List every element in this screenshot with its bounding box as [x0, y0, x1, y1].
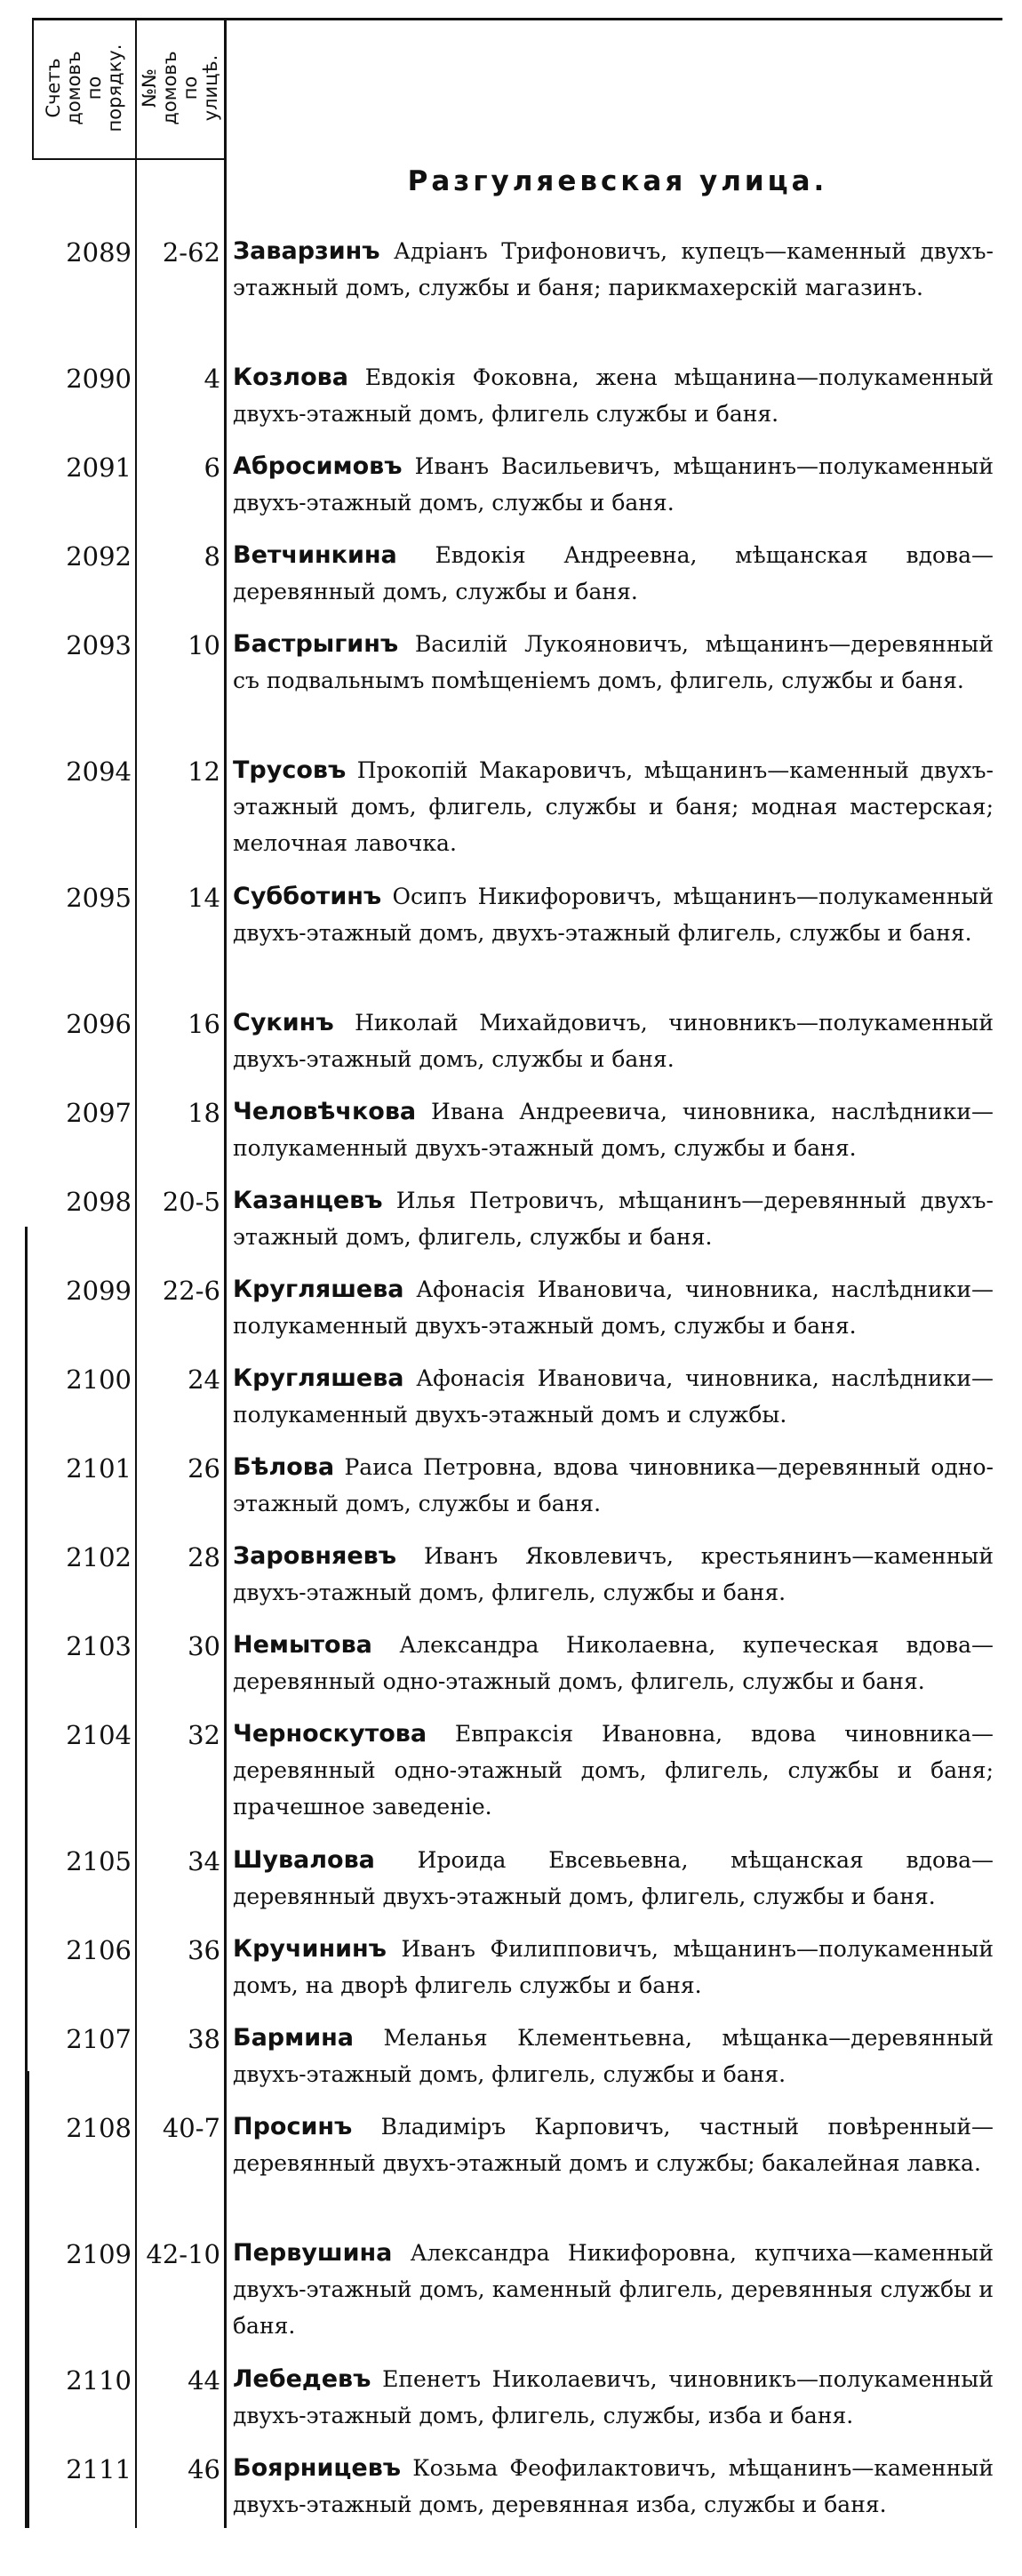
entry-count-number: 2105: [66, 1846, 132, 1876]
list-item: [0, 1538, 1022, 1627]
entry-count-number: 2101: [66, 1453, 132, 1484]
entry-description: [233, 1004, 994, 1077]
entry-owner-surname: Заварзинъ: [233, 237, 380, 265]
entry-owner-surname: Просинъ: [233, 2113, 353, 2140]
entry-details: Илья Петровичъ, мѣщанинъ—деревянный двухъ-этажный домъ, флигель, службы и баня.: [233, 1188, 994, 1250]
entry-house-number: 34: [188, 1846, 220, 1876]
header-underline: [32, 158, 226, 160]
entry-owner-surname: Бѣлова: [233, 1453, 335, 1481]
entry-house-number: 32: [188, 1720, 220, 1750]
entry-count-number: 2111: [66, 2454, 132, 2484]
entry-count-number: 2108: [66, 2113, 132, 2143]
entry-description: [233, 1842, 994, 1915]
list-item: [0, 359, 1022, 448]
entry-house-number: 38: [188, 2024, 220, 2054]
entry-count-number: 2102: [66, 1542, 132, 1572]
entry-count-number: 2103: [66, 1631, 132, 1661]
entry-description: [233, 2450, 994, 2523]
entry-count-number: 2090: [66, 364, 132, 394]
list-item: [0, 448, 1022, 537]
entry-count-number: 2094: [66, 756, 132, 787]
entry-description: [233, 1182, 994, 1255]
entry-house-number: 24: [188, 1364, 220, 1395]
header-house-label: №№ домовъ по улицѣ.: [139, 51, 221, 125]
list-item: [0, 233, 1022, 359]
header-house-cell: [137, 21, 224, 155]
entry-count-number: 2093: [66, 630, 132, 660]
entry-description: [233, 1449, 994, 1522]
entry-house-number: 44: [188, 2365, 220, 2396]
entry-details: Ивана Андреевича, чиновника, наслѣдники—полукаменный двухъ-этажный домъ, службы и баня.: [233, 1099, 994, 1161]
entry-description: [233, 626, 994, 699]
entry-description: [233, 1716, 994, 1825]
list-item: [0, 626, 1022, 752]
entry-owner-surname: Кругляшева: [233, 1276, 404, 1303]
entry-house-number: 42-10: [146, 2239, 220, 2269]
entry-details: Владиміръ Карповичъ, частный повѣренный—деревянный двухъ-этажный домъ и службы; бакалейная лавка.: [233, 2114, 994, 2176]
entry-count-number: 2110: [66, 2365, 132, 2396]
entry-details: Афонасія Ивановича, чиновника, наслѣдники—полукаменный двухъ-этажный домъ и службы.: [233, 1365, 994, 1428]
list-item: [0, 752, 1022, 878]
entry-description: [233, 2108, 994, 2181]
entry-house-number: 28: [188, 1542, 220, 1572]
entry-details: Раиса Петровна, вдова чиновника—деревянный одно-этажный домъ, службы и баня.: [233, 1454, 994, 1516]
entry-description: [233, 537, 994, 610]
entry-details: Козьма Феофилактовичъ, мѣщанинъ—каменный двухъ-этажный домъ, деревянная изба, службы и баня.: [233, 2455, 994, 2517]
list-item: [0, 1842, 1022, 1931]
entry-description: [233, 752, 994, 861]
entry-house-number: 12: [188, 756, 220, 787]
entry-details: Евдокія Андреевна, мѣщанская вдова—деревянный домъ, службы и баня.: [233, 542, 994, 604]
entry-description: [233, 1538, 994, 1611]
entry-house-number: 46: [188, 2454, 220, 2484]
entry-description: [233, 1093, 994, 1166]
entry-details: Иванъ Яковлевичъ, крестьянинъ—каменный двухъ-этажный домъ, флигель, службы и баня.: [233, 1543, 994, 1605]
list-item: [0, 1716, 1022, 1842]
entry-house-number: 22-6: [162, 1276, 220, 1306]
entry-details: Василій Лукояновичъ, мѣщанинъ—деревянный съ подвальнымъ помѣщеніемъ домъ, флигель, службы и баня.: [233, 631, 994, 693]
entry-description: [233, 2361, 994, 2434]
entry-owner-surname: Бармина: [233, 2024, 354, 2052]
entry-details: Ироида Евсевьевна, мѣщанская вдова—деревянный двухъ-этажный домъ, флигель, службы и баня.: [233, 1847, 994, 1909]
entry-count-number: 2098: [66, 1187, 132, 1217]
entry-count-number: 2091: [66, 452, 132, 483]
list-item: [0, 1931, 1022, 2020]
list-item: [0, 1449, 1022, 1538]
entry-house-number: 40-7: [162, 2113, 220, 2143]
entry-house-number: 30: [188, 1631, 220, 1661]
entry-details: Адріанъ Трифоновичъ, купецъ—каменный двухъ-этажный домъ, службы и баня; парикмахерскій магазинъ.: [233, 238, 994, 300]
list-item: [0, 2235, 1022, 2361]
list-item: [0, 1360, 1022, 1449]
entry-count-number: 2100: [66, 1364, 132, 1395]
entry-owner-surname: Черноскутова: [233, 1720, 427, 1748]
entry-details: Меланья Клементьевна, мѣщанка—деревянный двухъ-этажный домъ, флигель, службы и баня.: [233, 2025, 994, 2087]
entry-count-number: 2107: [66, 2024, 132, 2054]
entry-owner-surname: Человѣчкова: [233, 1098, 417, 1125]
entry-owner-surname: Кручининъ: [233, 1935, 387, 1963]
entry-owner-surname: Абросимовъ: [233, 452, 403, 480]
entry-house-number: 2-62: [162, 237, 220, 268]
top-rule: [34, 18, 1002, 20]
entry-details: Евпраксія Ивановна, вдова чиновника—деревянный одно-этажный домъ, флигель, службы и баня; прачешное заведеніе.: [233, 1721, 994, 1820]
list-item: [0, 1627, 1022, 1716]
list-item: [0, 1004, 1022, 1093]
list-item: [0, 878, 1022, 1004]
header-count-label: Счетъ домовъ по порядку.: [43, 44, 125, 132]
entry-owner-surname: Казанцевъ: [233, 1187, 383, 1214]
entry-description: [233, 448, 994, 521]
entry-owner-surname: Трусовъ: [233, 756, 347, 784]
entry-details: Епенетъ Николаевичъ, чиновникъ—полукаменный двухъ-этажный домъ, флигель, службы, изба и баня.: [233, 2366, 994, 2428]
entry-house-number: 18: [188, 1098, 220, 1128]
list-item: [0, 2108, 1022, 2235]
entry-description: [233, 359, 994, 432]
entry-house-number: 20-5: [162, 1187, 220, 1217]
entry-owner-surname: Ветчинкина: [233, 541, 397, 569]
entry-details: Афонасія Ивановича, чиновника, наслѣдники—полукаменный двухъ-этажный домъ, службы и баня.: [233, 1276, 994, 1339]
entry-count-number: 2097: [66, 1098, 132, 1128]
list-item: [0, 1093, 1022, 1182]
entry-owner-surname: Шувалова: [233, 1846, 375, 1874]
entry-description: [233, 1931, 994, 2004]
entry-owner-surname: Первушина: [233, 2239, 393, 2267]
entries-list: [0, 233, 1022, 2576]
entry-owner-surname: Сукинъ: [233, 1009, 334, 1036]
entry-owner-surname: Немытова: [233, 1631, 372, 1659]
entry-house-number: 36: [188, 1935, 220, 1965]
entry-description: [233, 1360, 994, 1433]
entry-count-number: 2109: [66, 2239, 132, 2269]
entry-count-number: 2104: [66, 1720, 132, 1750]
entry-owner-surname: Козлова: [233, 364, 348, 391]
entry-owner-surname: Субботинъ: [233, 883, 382, 910]
list-item: [0, 1182, 1022, 1271]
entry-count-number: 2089: [66, 237, 132, 268]
entry-description: [233, 233, 994, 306]
entry-count-number: 2099: [66, 1276, 132, 1306]
entry-house-number: 4: [204, 364, 220, 394]
entry-details: Евдокія Фоковна, жена мѣщанина—полукаменный двухъ-этажный домъ, флигель службы и баня.: [233, 364, 994, 427]
entry-description: [233, 1271, 994, 1344]
entry-details: Прокопій Макаровичъ, мѣщанинъ—каменный двухъ-этажный домъ, флигель, службы и баня; модная мастерская; мелочная лавочка.: [233, 757, 994, 856]
entry-owner-surname: Лебедевъ: [233, 2365, 371, 2393]
entry-count-number: 2106: [66, 1935, 132, 1965]
entry-house-number: 10: [188, 630, 220, 660]
header-count-cell: [34, 21, 135, 155]
entry-house-number: 16: [188, 1009, 220, 1039]
street-heading: Разгуляевская улица.: [407, 165, 828, 197]
list-item: [0, 2361, 1022, 2450]
entry-description: [233, 878, 994, 951]
entry-owner-surname: Боярницевъ: [233, 2454, 402, 2482]
entry-description: [233, 2020, 994, 2092]
entry-description: [233, 1627, 994, 1700]
list-item: [0, 537, 1022, 626]
entry-house-number: 14: [188, 883, 220, 913]
entry-details: Александра Николаевна, купеческая вдова—деревянный одно-этажный домъ, флигель, службы и баня.: [233, 1632, 994, 1694]
entry-details: Александра Никифоровна, купчиха—каменный двухъ-этажный домъ, каменный флигель, деревянныя службы и баня.: [233, 2240, 994, 2339]
entry-count-number: 2096: [66, 1009, 132, 1039]
entry-count-number: 2092: [66, 541, 132, 572]
entry-details: Николай Михайдовичъ, чиновникъ—полукаменный двухъ-этажный домъ, службы и баня.: [233, 1010, 994, 1072]
entry-owner-surname: Заровняевъ: [233, 1542, 397, 1570]
entry-count-number: 2095: [66, 883, 132, 913]
entry-details: Осипъ Никифоровичъ, мѣщанинъ—полукаменный двухъ-этажный домъ, двухъ-этажный флигель, службы и баня.: [233, 884, 994, 946]
entry-house-number: 6: [204, 452, 220, 483]
entry-details: Иванъ Филипповичъ, мѣщанинъ—полукаменный домъ, на дворѣ флигель службы и баня.: [233, 1936, 994, 1998]
entry-details: Иванъ Васильевичъ, мѣщанинъ—полукаменный двухъ-этажный домъ, службы и баня.: [233, 453, 994, 516]
list-item: [0, 1271, 1022, 1360]
entry-description: [233, 2235, 994, 2344]
list-item: [0, 2450, 1022, 2576]
entry-house-number: 8: [204, 541, 220, 572]
entry-owner-surname: Бастрыгинъ: [233, 630, 399, 658]
list-item: [0, 2020, 1022, 2108]
entry-owner-surname: Кругляшева: [233, 1364, 404, 1392]
entry-house-number: 26: [188, 1453, 220, 1484]
